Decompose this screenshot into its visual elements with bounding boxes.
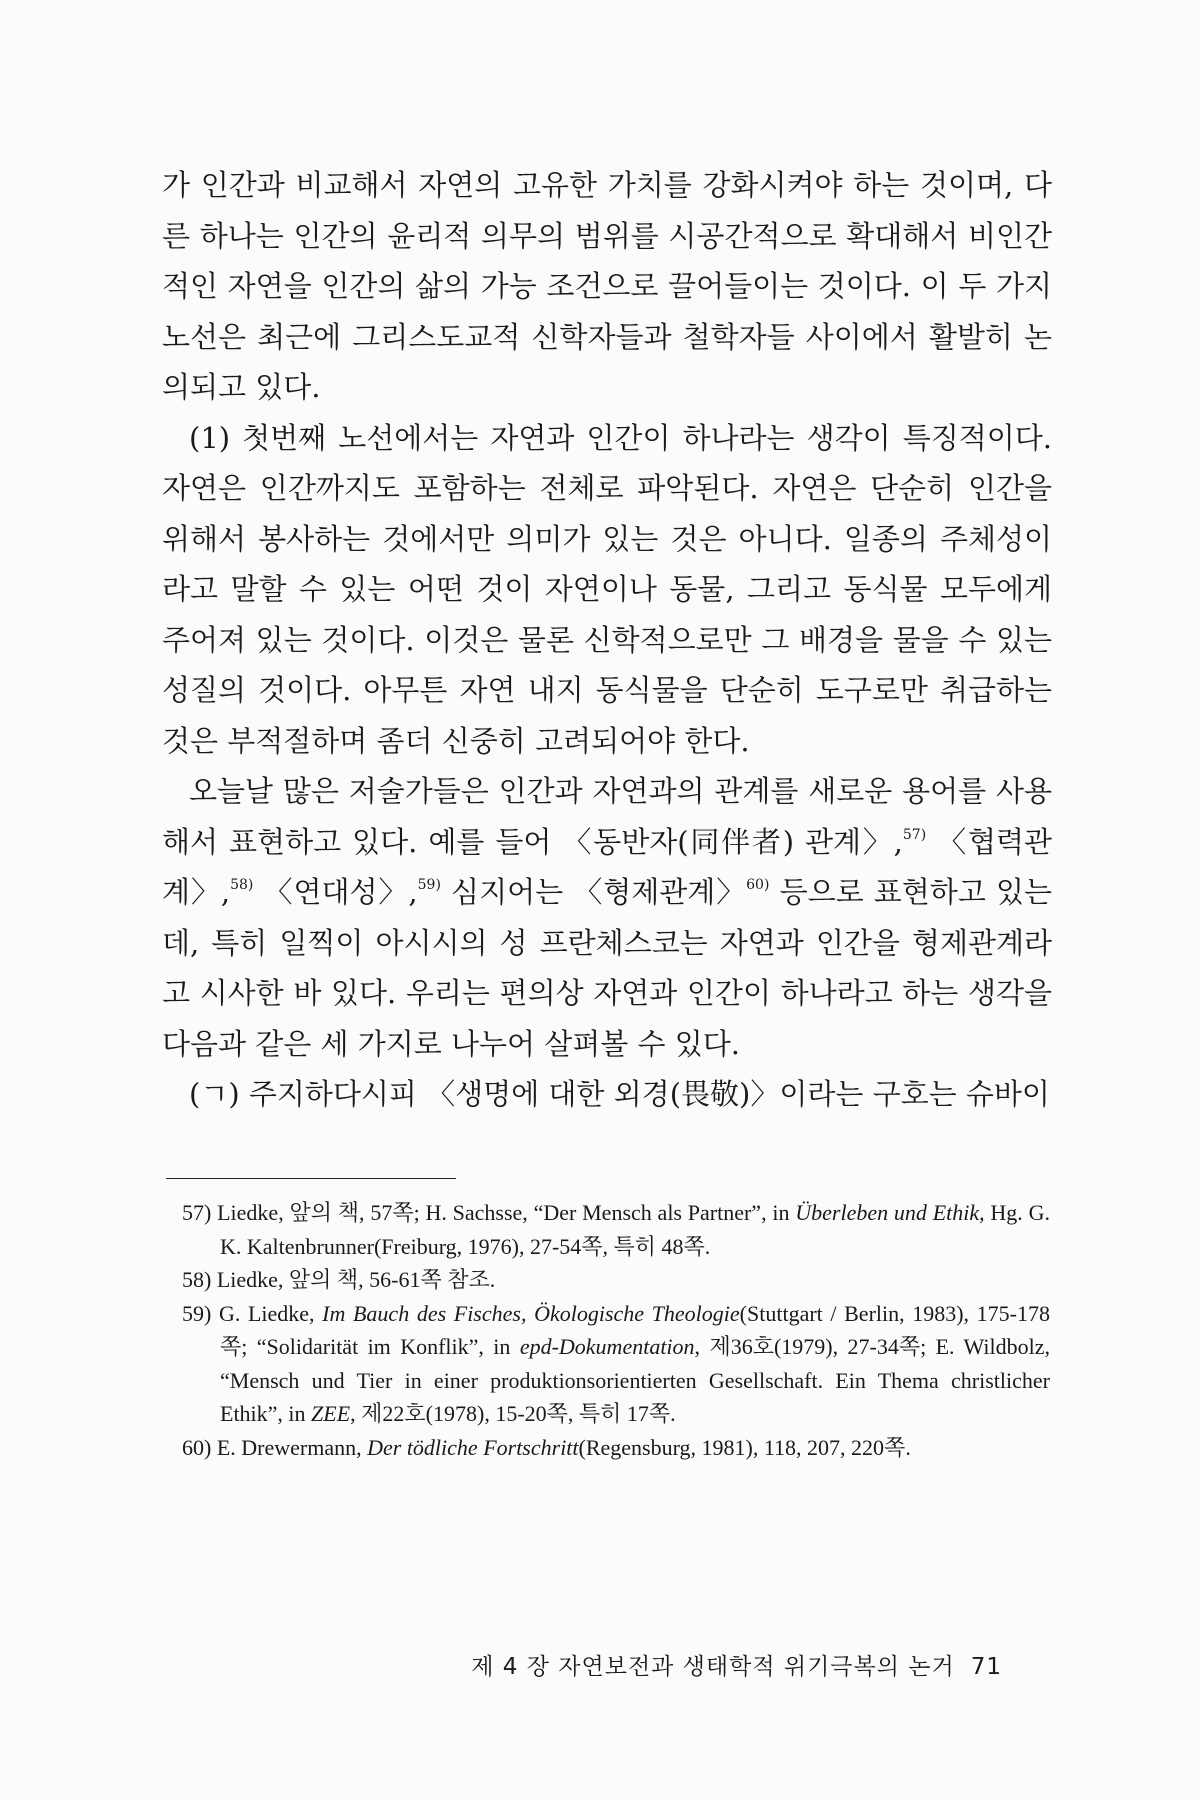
footnote-text: 60) E. Drewermann, (182, 1434, 368, 1460)
footnote-text: 57) Liedke, 앞의 책, 57쪽; H. Sachsse, “Der Mensch als Partner”, in (182, 1200, 796, 1225)
footnote-text: , 제36호(1979), 27-34쪽; E. Wildbolz, “Mensch und Tier in einer produktionsorientierten Gesellschaft. Ein Thema christlicher Ethik”, in (220, 1334, 1051, 1426)
footnotes (182, 1196, 1050, 1464)
footnote-ref-57[interactable]: 57) (902, 826, 927, 843)
text-run: 오늘날 많은 저술가들은 인간과 자연과의 관계를 새로운 용어를 사용해서 표현하고 있다. 예를 들어 〈동반자(同伴者) 관계〉, (162, 774, 1052, 859)
paragraph-first-line: (1) 첫번째 노선에서는 자연과 인간이 하나라는 생각이 특징적이다. 자연은 인간까지도 포함하는 전체로 파악된다. 자연은 단순히 인간을 위해서 봉사하는 것에서만 의미가 있는 것은 아니다. 일종의 주체성이라고 말할 수 있는 어떤 것이 자연이나 동물, 그리고 동식물 모두에게 주어져 있는 것이다. 이것은 물론 신학적으로만 그 배경을 물을 수 있는 성질의 것이다. 아무튼 자연 내지 동식물을 단순히 도구로만 취급하는 것은 부적절하며 좀더 신중히 고려되어야 한다. (162, 420, 1052, 758)
footnote-text: , 제22호(1978), 15-20쪽, 특히 17쪽. (350, 1401, 676, 1426)
text-run: 등으로 표현하고 있는데, 특히 일찍이 아시시의 성 프란체스코는 자연과 인간을 형제관계라고 시사한 바 있다. 우리는 편의상 자연과 인간이 하나라고 하는 생각을 다음과 같은 세 가지로 나누어 살펴볼 수 있다. (162, 875, 1053, 1061)
body-text (162, 160, 1052, 1120)
running-head: 제 4 장 자연보전과 생태학적 위기극복의 논거 (471, 1654, 955, 1680)
footnote-59 (182, 1297, 1050, 1431)
footnote-divider (166, 1178, 456, 1179)
text-run: 심지어는 〈형제관계〉 (440, 875, 747, 909)
footnote-ref-60[interactable]: 60) (746, 877, 770, 893)
footnote-text: , Hg. G. K. Kaltenbrunner(Freiburg, 1976), 27-54쪽, 특히 48쪽. (220, 1200, 1050, 1259)
journal-title: ZEE (311, 1401, 351, 1426)
footnote-text: (Regensburg, 1981), 118, 207, 220쪽. (578, 1434, 911, 1460)
page-number: 71 (970, 1654, 1002, 1680)
text-run: 〈연대성〉, (253, 875, 418, 909)
footnote-text: 59) G. Liedke, (182, 1300, 323, 1326)
footnote-ref-58[interactable]: 58) (230, 877, 254, 893)
journal-title: epd-Dokumentation (519, 1334, 695, 1359)
paragraph-reverence: (ㄱ) 주지하다시피 〈생명에 대한 외경(畏敬)〉이라는 구호는 슈바이 (189, 1077, 1050, 1111)
footnote-57 (182, 1196, 1050, 1263)
footnote-58: 58) Liedke, 앞의 책, 56-61쪽 참조. (182, 1267, 496, 1292)
paragraph-terms (162, 766, 1052, 1069)
book-title: Überleben und Ethik (795, 1200, 980, 1225)
footnote-ref-59[interactable]: 59) (417, 877, 441, 893)
text-run: 〈협력관계〉, (162, 824, 1052, 909)
paragraph-continued: 가 인간과 비교해서 자연의 고유한 가치를 강화시켜야 하는 것이며, 다른 하나는 인간의 윤리적 의무의 범위를 시공간적으로 확대해서 비인간적인 자연을 인간의 삶의 가능 조건으로 끌어들이는 것이다. 이 두 가지 노선은 최근에 그리스도교적 신학자들과 철학자들 사이에서 활발히 논의되고 있다. (162, 168, 1052, 404)
book-title: Der tödliche Fortschritt (367, 1434, 579, 1460)
footnote-text: (Stuttgart / Berlin, 1983), 175-178쪽; “Solidarität im Konflik”, in (220, 1300, 1051, 1359)
book-title: Im Bauch des Fisches, Ökologische Theologie (322, 1300, 740, 1326)
footnote-60 (182, 1431, 1050, 1465)
page-footer (0, 1648, 1002, 1681)
